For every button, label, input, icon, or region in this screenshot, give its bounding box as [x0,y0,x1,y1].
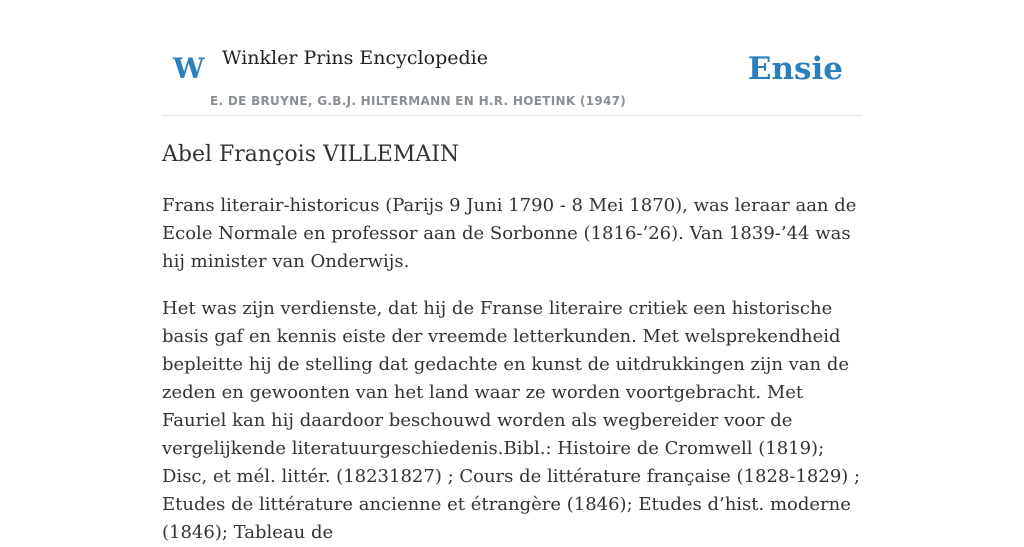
authors-line: E. DE BRUYNE, G.B.J. HILTERMANN EN H.R. HOETINK (1947) [210,94,627,108]
ensie-brand-link[interactable]: Ensie [747,51,843,87]
winkler-prins-logo-icon[interactable]: W [173,52,205,85]
site-title[interactable]: Winkler Prins Encyclopedie [222,47,488,69]
article-title: Abel François VILLEMAIN [162,142,460,167]
article-paragraph: Frans literair-historicus (Parijs 9 Juni 1790 - 8 Mei 1870), was leraar aan de Ecole Normale en professor aan de Sorbonne (1816-’26). Van 1839-’44 was hij minister van Onderwijs. [162,195,857,272]
article-paragraph: Het was zijn verdienste, dat hij de Franse literaire critiek een historische basis gaf en kennis eiste der vreemde letterkunden. Met welsprekendheid bepleitte hij de stelling dat gedachte en kunst de uitdrukkingen zijn van de zeden en gewoonten van het land waar ze worden voortgebracht. Met Fauriel kan hij daardoor beschouwd worden als wegbereider voor de vergelijkende literatuurgeschiedenis.Bibl.: Histoire de Cromwell (1819); Disc, et mél. littér. (18231827) ; Cours de littérature française (1828-1829) ; Etudes de littérature ancienne et étrangère (1846); Etudes d’hist. moderne (1846); Tableau de [162,298,861,543]
header-divider [162,115,862,116]
